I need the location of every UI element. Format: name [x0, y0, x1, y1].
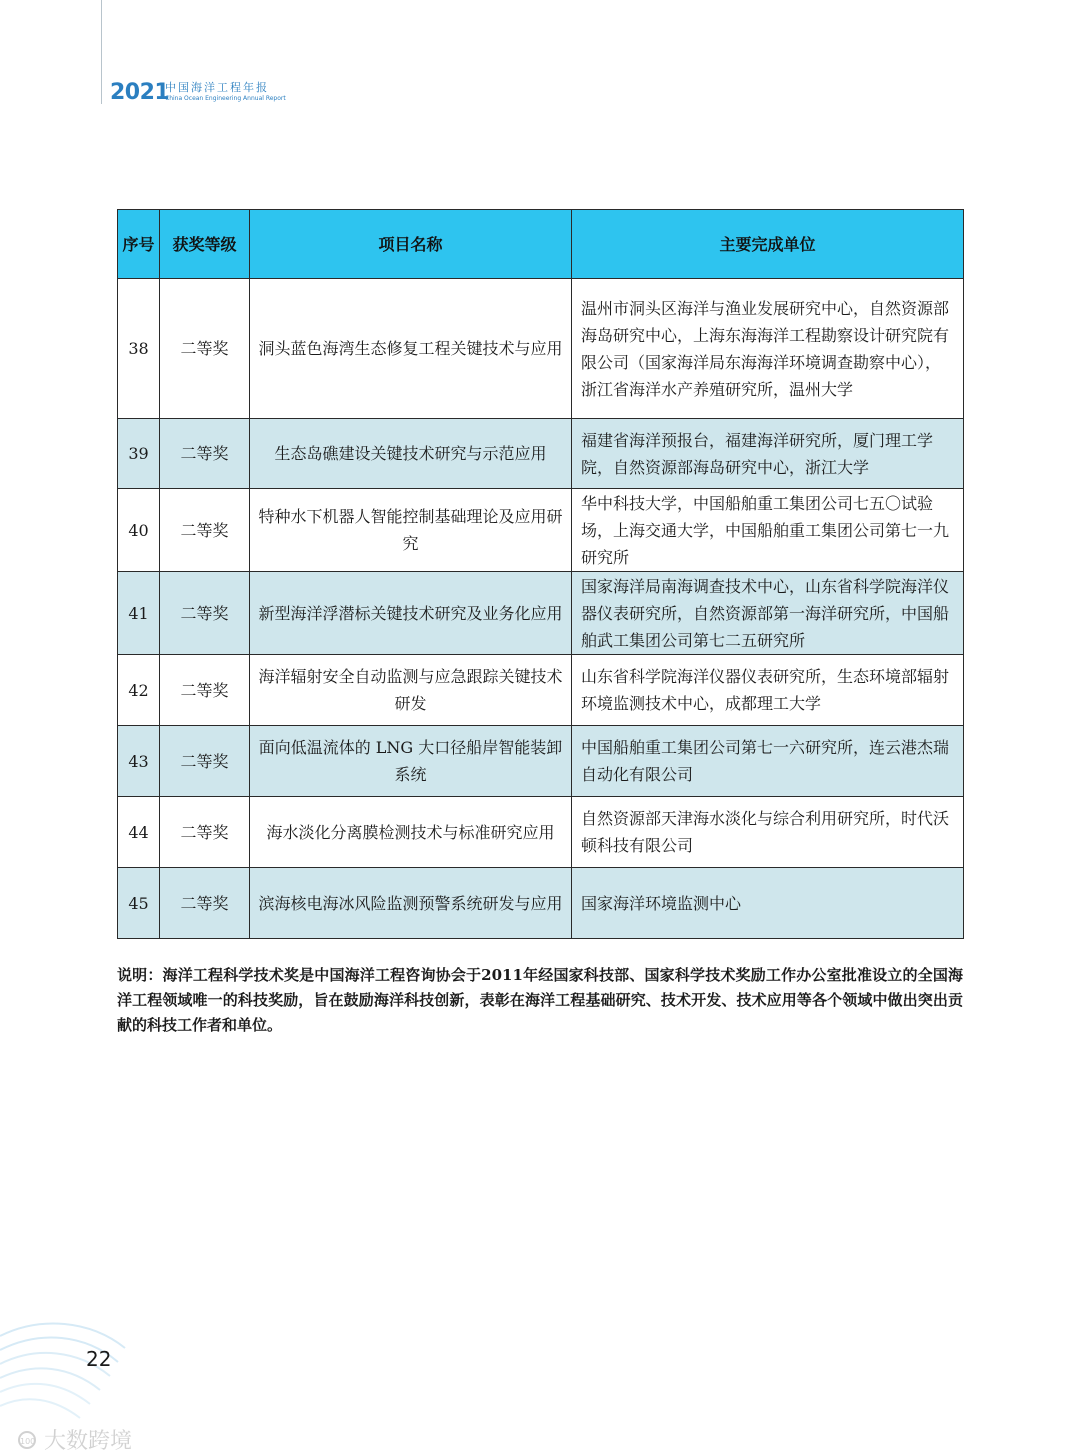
watermark-logo-icon — [16, 1430, 38, 1450]
row-units: 温州市洞头区海洋与渔业发展研究中心，自然资源部海岛研究中心，上海东海海洋工程勘察设计研究院有限公司（国家海洋局东海海洋环境调查勘察中心），浙江省海洋水产养殖研究所，温州大学 — [572, 279, 964, 419]
watermark — [16, 1424, 132, 1455]
row-project-name: 洞头蓝色海湾生态修复工程关键技术与应用 — [250, 279, 572, 419]
table-row — [118, 279, 964, 419]
row-no: 43 — [118, 726, 160, 797]
row-level: 二等奖 — [160, 279, 250, 419]
row-no: 41 — [118, 572, 160, 655]
table-row — [118, 655, 964, 726]
page-number: 22 — [86, 1347, 112, 1371]
row-no: 45 — [118, 868, 160, 939]
header-divider-line — [101, 0, 102, 104]
row-project-name: 面向低温流体的 LNG 大口径船岸智能装卸系统 — [250, 726, 572, 797]
table-row — [118, 419, 964, 489]
table-row — [118, 726, 964, 797]
row-project-name: 特种水下机器人智能控制基础理论及应用研究 — [250, 489, 572, 572]
watermark-text: 大数跨境 — [44, 1429, 133, 1454]
row-project-name: 滨海核电海冰风险监测预警系统研发与应用 — [250, 868, 572, 939]
awards-table — [117, 209, 964, 939]
table-note: 说明：海洋工程科学技术奖是中国海洋工程咨询协会于2011年经国家科技部、国家科学技术奖励工作办公室批准设立的全国海洋工程领域唯一的科技奖励，旨在鼓励海洋科技创新，表彰在海洋工程基础研究、技术开发、技术应用等各个领域中做出突出贡献的科技工作者和单位。 — [117, 966, 963, 1034]
column-header-level: 获奖等级 — [160, 210, 250, 279]
row-project-name: 新型海洋浮潜标关键技术研究及业务化应用 — [250, 572, 572, 655]
row-no: 39 — [118, 419, 160, 489]
watermark-logo-text: 100 — [20, 1436, 36, 1446]
row-project-name: 生态岛礁建设关键技术研究与示范应用 — [250, 419, 572, 489]
table-row — [118, 868, 964, 939]
report-title-cn: 中国海洋工程年报 — [165, 81, 269, 94]
row-units: 国家海洋局南海调查技术中心，山东省科学院海洋仪器仪表研究所，自然资源部第一海洋研究所，中国船舶武工集团公司第七二五研究所 — [572, 572, 964, 655]
table-header-row — [118, 210, 964, 279]
column-header-units: 主要完成单位 — [572, 210, 964, 279]
table-row — [118, 572, 964, 655]
row-level: 二等奖 — [160, 489, 250, 572]
row-level: 二等奖 — [160, 726, 250, 797]
row-units: 自然资源部天津海水淡化与综合利用研究所，时代沃顿科技有限公司 — [572, 797, 964, 868]
row-level: 二等奖 — [160, 655, 250, 726]
row-no: 44 — [118, 797, 160, 868]
row-units: 国家海洋环境监测中心 — [572, 868, 964, 939]
report-year: 2021 — [110, 80, 170, 105]
row-project-name: 海洋辐射安全自动监测与应急跟踪关键技术研发 — [250, 655, 572, 726]
row-level: 二等奖 — [160, 868, 250, 939]
row-units: 华中科技大学，中国船舶重工集团公司七五〇试验场，上海交通大学，中国船舶重工集团公司第七一九研究所 — [572, 489, 964, 572]
row-level: 二等奖 — [160, 797, 250, 868]
row-no: 38 — [118, 279, 160, 419]
table-row — [118, 797, 964, 868]
report-title-en: China Ocean Engineering Annual Report — [165, 95, 286, 102]
row-level: 二等奖 — [160, 572, 250, 655]
row-project-name: 海水淡化分离膜检测技术与标准研究应用 — [250, 797, 572, 868]
row-units: 山东省科学院海洋仪器仪表研究所，生态环境部辐射环境监测技术中心，成都理工大学 — [572, 655, 964, 726]
row-units: 福建省海洋预报台，福建海洋研究所，厦门理工学院，自然资源部海岛研究中心，浙江大学 — [572, 419, 964, 489]
table-row — [118, 489, 964, 572]
row-level: 二等奖 — [160, 419, 250, 489]
column-header-no: 序号 — [118, 210, 160, 279]
wave-decoration-icon — [0, 1318, 170, 1428]
column-header-name: 项目名称 — [250, 210, 572, 279]
row-units: 中国船舶重工集团公司第七一六研究所，连云港杰瑞自动化有限公司 — [572, 726, 964, 797]
row-no: 40 — [118, 489, 160, 572]
row-no: 42 — [118, 655, 160, 726]
